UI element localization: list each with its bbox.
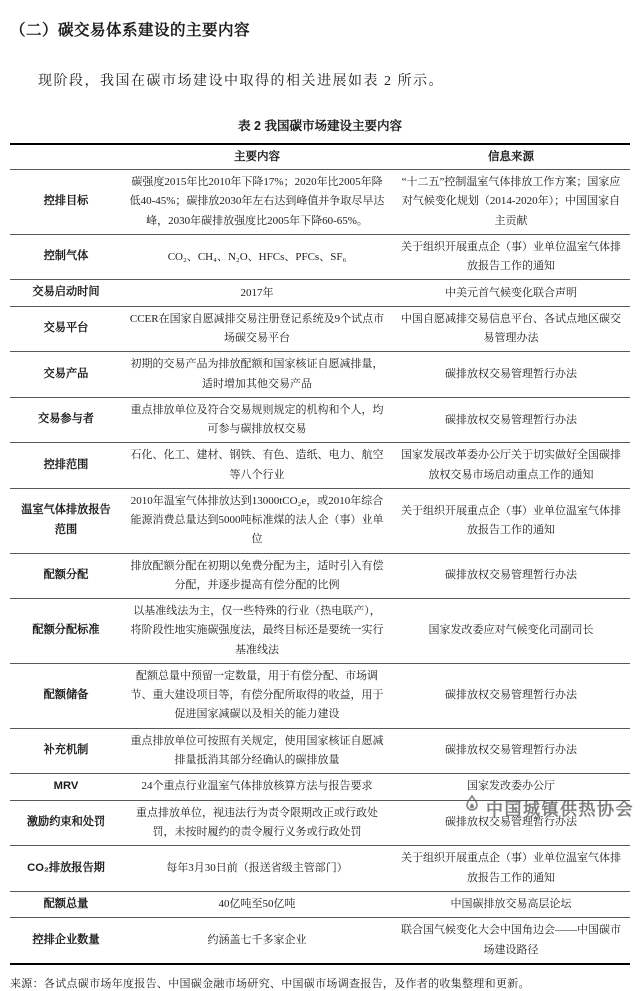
- table-caption: 表 2 我国碳市场建设主要内容: [238, 119, 402, 133]
- carbon-market-table: [10, 143, 630, 965]
- row-category-label: 配额分配: [10, 553, 122, 599]
- table-row: [10, 663, 630, 728]
- row-main-content: 重点排放单位，视违法行为责令限期改正或行政处罚，未按时履约的责令履行义务或行政处罚: [122, 800, 392, 846]
- row-category-label: 温室气体排放报告范围: [10, 488, 122, 553]
- row-main-content: 2017年: [122, 280, 392, 307]
- row-info-source: 国家发改委应对气候变化司副司长: [392, 599, 630, 664]
- row-info-source: 关于组织开展重点企（事）业单位温室气体排放报告工作的通知: [392, 846, 630, 892]
- table-row: [10, 599, 630, 664]
- table-row: [10, 170, 630, 235]
- row-info-source: 中国自愿减排交易信息平台、各试点地区碳交易管理办法: [392, 306, 630, 352]
- table-row: [10, 891, 630, 918]
- row-info-source: 碳排放权交易管理暂行办法: [392, 352, 630, 398]
- table-row: [10, 488, 630, 553]
- row-category-label: CO₂排放报告期: [10, 846, 122, 892]
- watermark-text: 中国城镇供热协会: [486, 800, 634, 819]
- row-category-label: 控排目标: [10, 170, 122, 235]
- row-category-label: MRV: [10, 774, 122, 801]
- row-category-label: 控制气体: [10, 234, 122, 280]
- row-info-source: 碳排放权交易管理暂行办法: [392, 728, 630, 774]
- row-info-source: 中美元首气候变化联合声明: [392, 280, 630, 307]
- row-category-label: 交易产品: [10, 352, 122, 398]
- table-row: [10, 397, 630, 443]
- table-row: [10, 846, 630, 892]
- row-category-label: 交易参与者: [10, 397, 122, 443]
- table-row: [10, 918, 630, 964]
- table-body: [10, 170, 630, 964]
- table-row: [10, 280, 630, 307]
- table-row: [10, 800, 630, 846]
- column-header-category: [10, 144, 122, 170]
- table-row: [10, 234, 630, 280]
- section-heading: （二）碳交易体系建设的主要内容: [10, 22, 251, 39]
- row-info-source: 国家发展改革委办公厅关于切实做好全国碳排放权交易市场启动重点工作的通知: [392, 443, 630, 489]
- row-main-content: 重点排放单位及符合交易规则规定的机构和个人，均可参与碳排放权交易: [122, 397, 392, 443]
- table-row: [10, 553, 630, 599]
- row-main-content: 初期的交易产品为排放配额和国家核证自愿减排量，适时增加其他交易产品: [122, 352, 392, 398]
- row-category-label: 控排企业数量: [32, 933, 100, 946]
- row-category-label: 激励约束和处罚: [10, 800, 122, 846]
- row-main-content: 配额总量中预留一定数量，用于有偿分配、市场调节、重大建设项目等，有偿分配所取得的收益，用于促进国家减碳以及相关的能力建设: [122, 663, 392, 728]
- row-category-label: 交易平台: [10, 306, 122, 352]
- row-info-source: 碳排放权交易管理暂行办法: [392, 663, 630, 728]
- row-category-label: 配额总量: [10, 891, 122, 918]
- row-category-label: 交易启动时间: [10, 280, 122, 307]
- row-main-content: 24个重点行业温室气体排放核算方法与报告要求: [122, 774, 392, 801]
- column-header-content: 主要内容: [122, 144, 392, 170]
- row-main-content: 石化、化工、建材、钢铁、有色、造纸、电力、航空等八个行业: [122, 443, 392, 489]
- intro-paragraph: 现阶段，我国在碳市场建设中取得的相关进展如表 2 所示。: [38, 74, 444, 89]
- row-info-source: “十二五”控制温室气体排放工作方案；国家应对气候变化规划（2014-2020年）；中国国家自主贡献: [392, 170, 630, 235]
- row-main-content: 重点排放单位可按照有关规定，使用国家核证自愿减排量抵消其部分经确认的碳排放量: [122, 728, 392, 774]
- table-row: [10, 774, 630, 801]
- table-row: [10, 352, 630, 398]
- row-main-content: 40亿吨至50亿吨: [122, 891, 392, 918]
- row-info-source: 中国碳排放交易高层论坛: [392, 891, 630, 918]
- row-main-content: 排放配额分配在初期以免费分配为主，适时引入有偿分配，并逐步提高有偿分配的比例: [122, 553, 392, 599]
- row-main-content: 每年3月30日前（报送省级主管部门）: [122, 846, 392, 892]
- table-row: [10, 306, 630, 352]
- table-header-row: [10, 144, 630, 170]
- row-main-content: 碳强度2015年比2010年下降17%；2020年比2005年降低40-45%；碳排放2030年左右达到峰值并争取尽早达峰，2030年碳排放强度比2005年下降60-65%。: [122, 170, 392, 235]
- row-main-content: 约涵盖七千多家企业: [207, 934, 307, 947]
- column-header-source: 信息来源: [392, 144, 630, 170]
- row-info-source: 碳排放权交易管理暂行办法: [392, 800, 630, 846]
- row-info-source: 联合国气候变化大会中国角边会——中国碳市场建设路径: [401, 924, 621, 956]
- table-row: [10, 728, 630, 774]
- row-info-source: 碳排放权交易管理暂行办法: [392, 553, 630, 599]
- table-row: [10, 443, 630, 489]
- row-category-label: 控排范围: [10, 443, 122, 489]
- row-info-source: 关于组织开展重点企（事）业单位温室气体排放报告工作的通知: [392, 488, 630, 553]
- row-category-label: 配额分配标准: [10, 599, 122, 664]
- source-note: 来源：各试点碳市场年度报告、中国碳金融市场研究、中国碳市场调查报告，及作者的收集整理和更新。: [10, 977, 530, 990]
- row-category-label: 补充机制: [10, 728, 122, 774]
- row-category-label: 配额储备: [10, 663, 122, 728]
- row-main-content: 2010年温室气体排放达到13000tCO₂e，或2010年综合能源消费总量达到5000吨标准煤的法人企（事）业单位: [122, 488, 392, 553]
- row-main-content: 以基准线法为主，仅一些特殊的行业（热电联产），将阶段性地实施碳强度法，最终目标还是要统一实行基准线法: [122, 599, 392, 664]
- row-main-content: CCER在国家自愿减排交易注册登记系统及9个试点市场碳交易平台: [122, 306, 392, 352]
- row-main-content: CO₂、CH₄、N₂O、HFCs、PFCs、SF₆: [122, 234, 392, 280]
- row-info-source: 国家发改委办公厅: [392, 774, 630, 801]
- row-info-source: 碳排放权交易管理暂行办法: [392, 397, 630, 443]
- row-info-source: 关于组织开展重点企（事）业单位温室气体排放报告工作的通知: [392, 234, 630, 280]
